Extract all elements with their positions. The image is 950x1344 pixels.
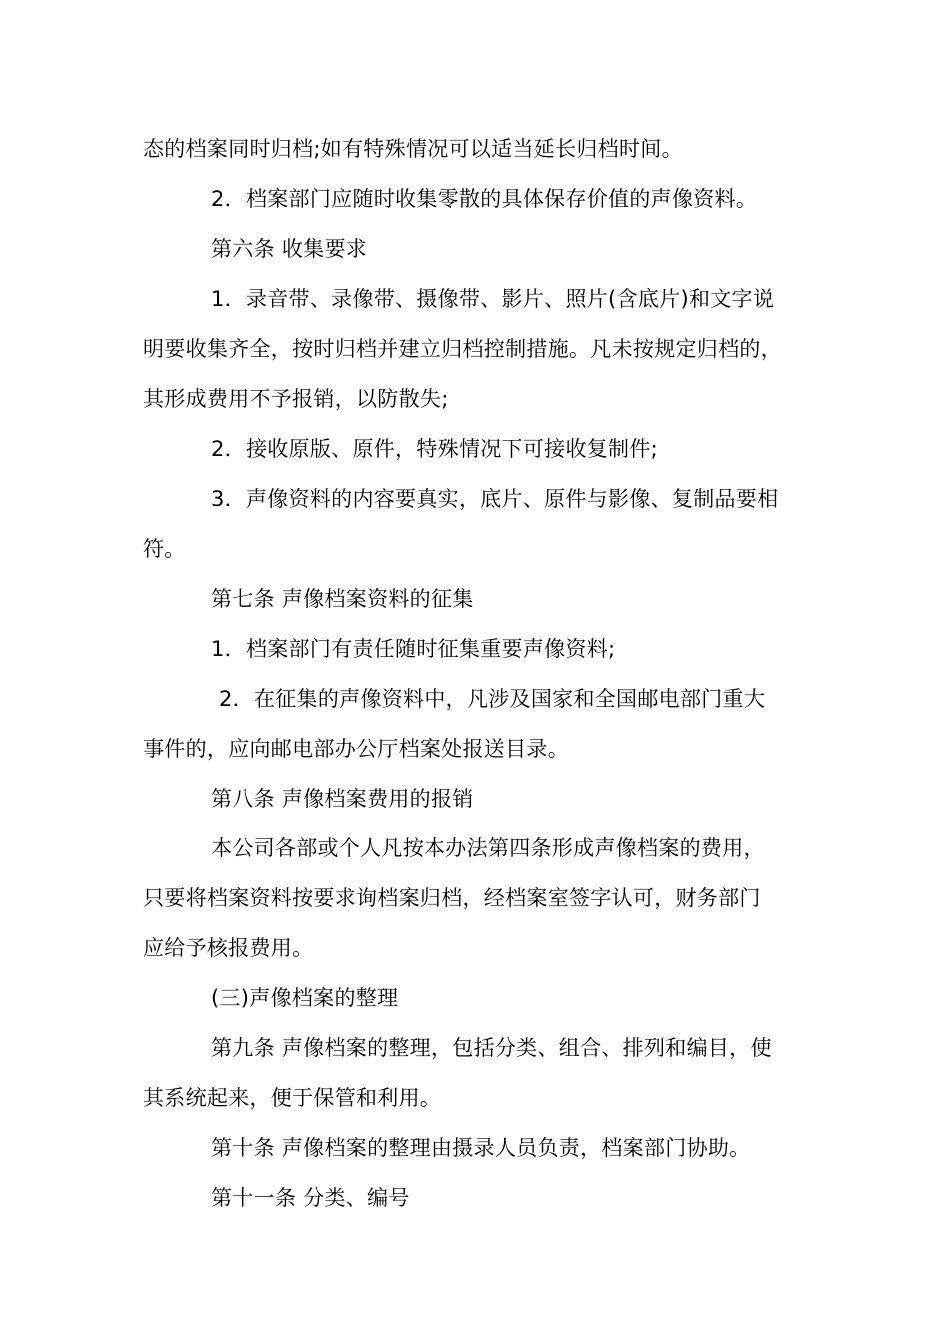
- section-heading: 第六条 收集要求: [211, 237, 368, 261]
- text-line: 第十条 声像档案的整理由摄录人员负责，档案部门协助。: [211, 1136, 751, 1160]
- section-heading: 第七条 声像档案资料的征集: [211, 587, 474, 611]
- text-line: 本公司各部或个人凡按本办法第四条形成声像档案的费用，: [211, 836, 765, 860]
- section-heading: 第十一条 分类、编号: [211, 1186, 410, 1210]
- text-line: 只要将档案资料按要求询档案归档，经档案室签字认可，财务部门: [143, 886, 761, 910]
- text-line: 符。: [143, 537, 186, 561]
- text-line: 态的档案同时归档;如有特殊情况可以适当延长归档时间。: [143, 137, 683, 161]
- text-line: 1．录音带、录像带、摄像带、影片、照片(含底片)和文字说: [211, 287, 775, 311]
- text-line: 2．档案部门应随时收集零散的具体保存价值的声像资料。: [211, 187, 758, 211]
- text-line: 3．声像资料的内容要真实，底片、原件与影像、复制品要相: [211, 487, 779, 511]
- text-line: 事件的，应向邮电部办公厅档案处报送目录。: [143, 737, 569, 761]
- text-line: 明要收集齐全，按时归档并建立归档控制措施。凡未按规定归档的，: [143, 337, 782, 361]
- text-line: 应给予核报费用。: [143, 936, 314, 960]
- text-line: 其形成费用不予报销，以防散失;: [143, 387, 449, 411]
- text-line: 2．在征集的声像资料中，凡涉及国家和全国邮电部门重大: [219, 687, 766, 711]
- text-line: 1．档案部门有责任随时征集重要声像资料;: [211, 637, 616, 661]
- text-line: 其系统起来，便于保管和利用。: [143, 1086, 442, 1110]
- text-line: 第九条 声像档案的整理，包括分类、组合、排列和编目，使: [211, 1036, 772, 1060]
- section-heading: 第八条 声像档案费用的报销: [211, 787, 474, 811]
- section-heading: (三)声像档案的整理: [211, 986, 399, 1010]
- text-line: 2．接收原版、原件，特殊情况下可接收复制件;: [211, 437, 659, 461]
